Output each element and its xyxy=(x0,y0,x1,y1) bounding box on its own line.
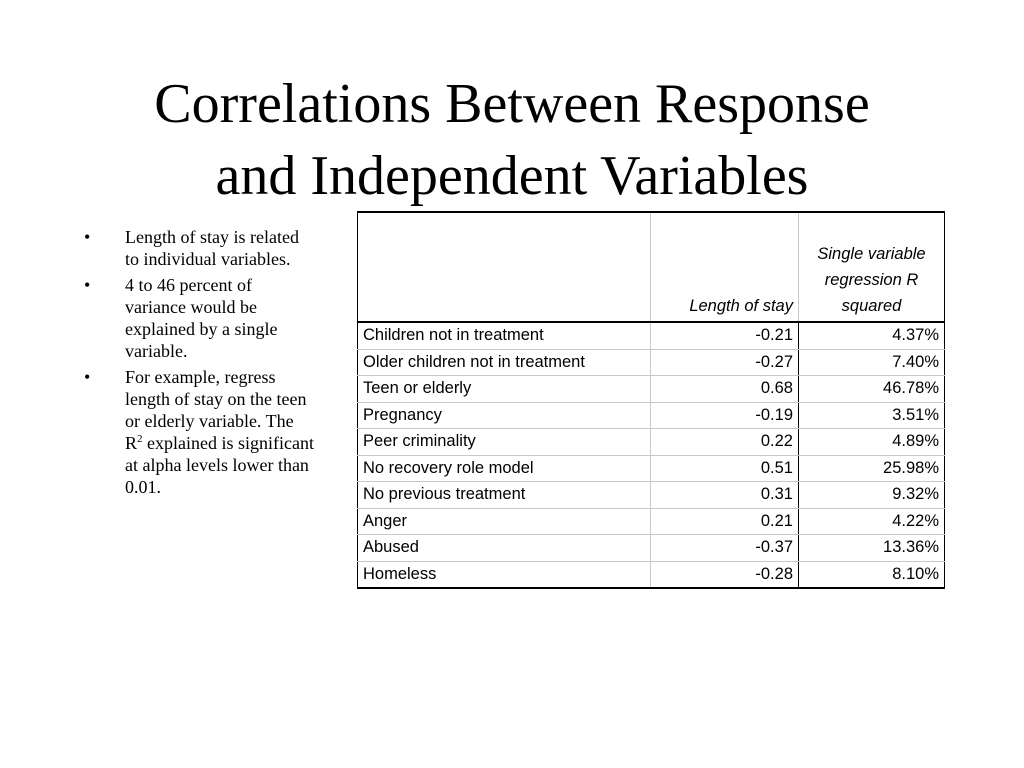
cell-r-squared: 4.89% xyxy=(799,429,945,456)
cell-r-squared: 7.40% xyxy=(799,349,945,376)
cell-variable: Pregnancy xyxy=(358,402,651,429)
slide-title-line-1: Correlations Between Response xyxy=(154,73,870,135)
table-row xyxy=(358,482,945,509)
cell-r-squared: 3.51% xyxy=(799,402,945,429)
slide-title-line-2: and Independent Variables xyxy=(215,145,809,207)
table-row xyxy=(358,535,945,562)
cell-r-squared: 46.78% xyxy=(799,376,945,403)
cell-variable: Teen or elderly xyxy=(358,376,651,403)
bullet-text xyxy=(125,367,314,497)
cell-length-of-stay: 0.22 xyxy=(651,429,799,456)
bullet-marker: • xyxy=(84,227,91,247)
cell-variable: Anger xyxy=(358,508,651,535)
bullet-text: 4 to 46 percent of variance would be explained by a single variable. xyxy=(125,275,278,361)
cell-length-of-stay: 0.51 xyxy=(651,455,799,482)
bullet-text-part: For example, regress length of stay on the teen or elderly variable. The R xyxy=(125,367,307,453)
superscript: 2 xyxy=(137,433,143,445)
bullet-item xyxy=(84,274,314,362)
table-row xyxy=(358,322,945,349)
table-header-row xyxy=(358,212,945,322)
cell-r-squared: 4.37% xyxy=(799,322,945,349)
bullet-text-part: explained is significant at alpha levels lower than 0.01. xyxy=(125,433,314,497)
bullet-text: Length of stay is related to individual variables. xyxy=(125,227,299,269)
cell-variable: Abused xyxy=(358,535,651,562)
table-row xyxy=(358,561,945,588)
cell-length-of-stay: -0.37 xyxy=(651,535,799,562)
cell-variable: Homeless xyxy=(358,561,651,588)
cell-length-of-stay: -0.28 xyxy=(651,561,799,588)
cell-length-of-stay: 0.21 xyxy=(651,508,799,535)
table-body xyxy=(358,322,945,588)
table-row xyxy=(358,508,945,535)
cell-length-of-stay: -0.27 xyxy=(651,349,799,376)
cell-r-squared: 13.36% xyxy=(799,535,945,562)
table-row xyxy=(358,349,945,376)
table-row xyxy=(358,455,945,482)
cell-variable: Children not in treatment xyxy=(358,322,651,349)
bullet-marker: • xyxy=(84,275,91,295)
cell-variable: No recovery role model xyxy=(358,455,651,482)
bullet-item xyxy=(84,366,314,498)
bullet-list xyxy=(84,226,314,502)
cell-variable: No previous treatment xyxy=(358,482,651,509)
cell-variable: Peer criminality xyxy=(358,429,651,456)
cell-r-squared: 25.98% xyxy=(799,455,945,482)
cell-r-squared: 4.22% xyxy=(799,508,945,535)
table-row xyxy=(358,402,945,429)
slide-title xyxy=(0,68,1024,212)
header-length-of-stay: Length of stay xyxy=(651,212,799,322)
cell-r-squared: 9.32% xyxy=(799,482,945,509)
table-row xyxy=(358,429,945,456)
cell-r-squared: 8.10% xyxy=(799,561,945,588)
table-row xyxy=(358,376,945,403)
cell-variable: Older children not in treatment xyxy=(358,349,651,376)
bullet-marker: • xyxy=(84,367,91,387)
cell-length-of-stay: -0.21 xyxy=(651,322,799,349)
cell-length-of-stay: -0.19 xyxy=(651,402,799,429)
header-r-squared: Single variable regression R squared xyxy=(799,212,945,322)
cell-length-of-stay: 0.68 xyxy=(651,376,799,403)
bullet-item xyxy=(84,226,314,270)
correlation-table xyxy=(357,211,945,589)
header-variable xyxy=(358,212,651,322)
cell-length-of-stay: 0.31 xyxy=(651,482,799,509)
